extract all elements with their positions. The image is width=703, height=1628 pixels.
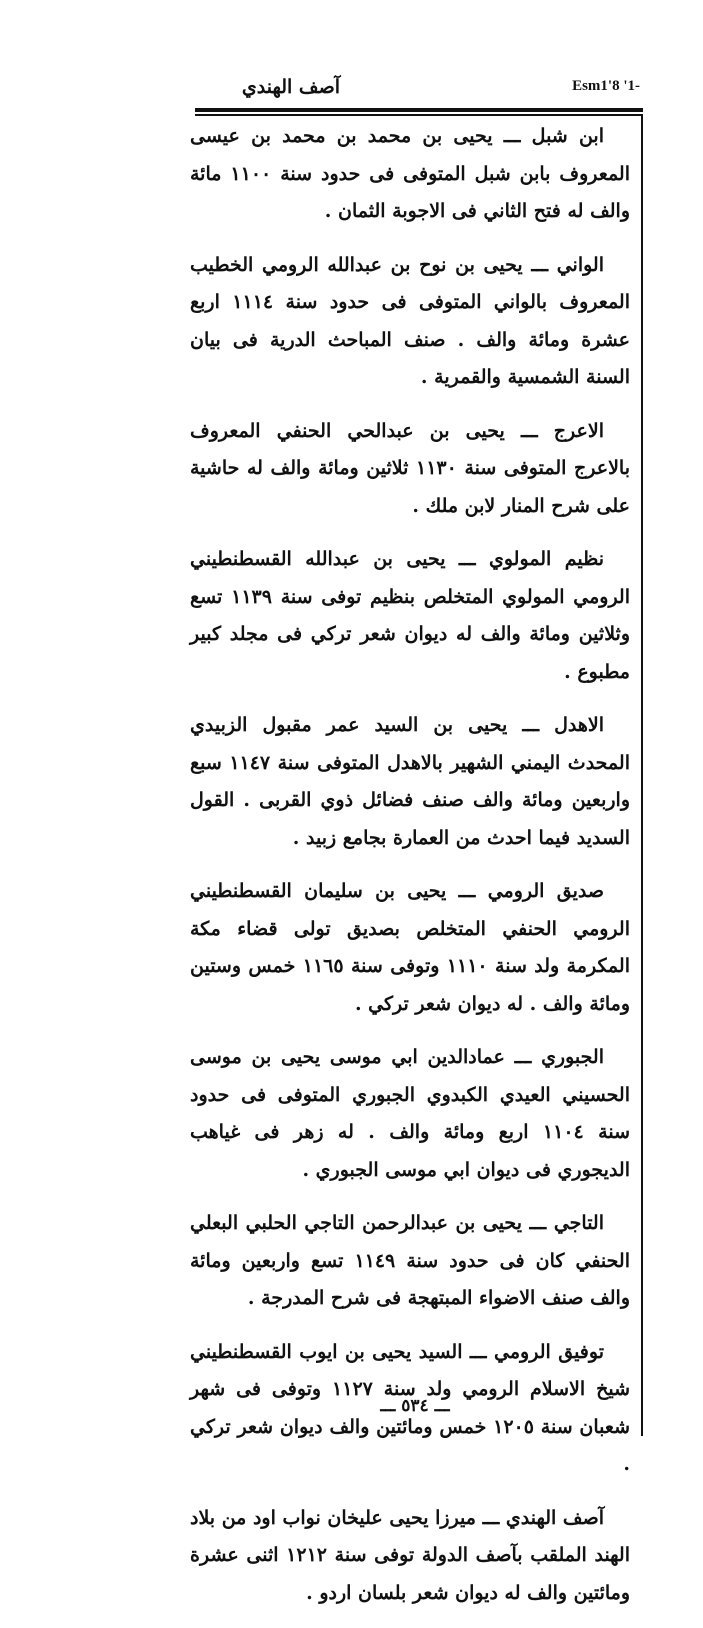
margin-rule — [641, 116, 643, 1436]
page-number: ـــ ٥٣٤ ـــ — [380, 1396, 450, 1416]
entry-nazim-al-mawlawi — [190, 541, 630, 691]
entry-text: توفيق الرومي ـــ السيد يحيى بن ايوب القسطنطيني شيخ الاسلام الرومي ولد سنة ١١٢٧ وتوفى فى شهر شعبان سنة ١٢٠٥ خمس ومائتين والف ديوان شعر تركي . — [190, 1340, 630, 1475]
running-head-code: Esm1'8 '1- — [572, 78, 640, 94]
entry-text: الواني ـــ يحيى بن نوح بن عبدالله الرومي الخطيب المعروف بالواني المتوفى فى حدود سنة ١١١٤ اربع عشرة ومائة والف . صنف المباحث الدرية فى بيان السنة الشمسية والقمرية . — [190, 253, 630, 388]
running-head-title: آصف الهندي — [241, 76, 340, 98]
entry-text: التاجي ـــ يحيى بن عبدالرحمن التاجي الحلبي البعلي الحنفي كان فى حدود سنة ١١٤٩ تسع واربعين ومائة والف صنف الاضواء المبتهجة فى شرح المدرجة . — [190, 1212, 630, 1309]
header-rule-thin — [195, 114, 643, 116]
entry-al-aaraj — [190, 413, 630, 526]
entry-asaf-al-hindi — [190, 1500, 630, 1613]
entry-text: الجبوري ـــ عمادالدين ابي موسى يحيى بن موسى الحسيني العيدي الكبدوي الجبوري المتوفى فى حدود سنة ١١٠٤ اربع ومائة والف . له زهر فى غياهب الديجوري فى ديوان ابي موسى الجبوري . — [190, 1046, 630, 1181]
entry-al-jaburi — [190, 1039, 630, 1189]
entry-al-taji — [190, 1205, 630, 1318]
entry-text: ابن شبل ـــ يحيى بن محمد بن محمد بن عيسى المعروف بابن شبل المتوفى فى حدود سنة ١١٠٠ مائة والف له فتح الثاني فى الاجوبة الثمان . — [190, 125, 630, 222]
entry-text: آصف الهندي ـــ ميرزا يحيى عليخان نواب اود من بلاد الهند الملقب بآصف الدولة توفى سنة ١٢١٢ اثنى عشرة ومائتين والف له ديوان شعر بلسان اردو . — [190, 1506, 630, 1604]
entry-text: الاهدل ـــ يحيى بن السيد عمر مقبول الزبيدي المحدث اليمني الشهير بالاهدل المتوفى سنة ١١٤٧ سبع واربعين ومائة والف صنف فضائل ذوي القربى . القول السديد فيما احدث من العمارة بجامع زبيد . — [190, 714, 630, 849]
entry-ibn-shibl — [190, 118, 630, 231]
entry-siddiq-al-rumi — [190, 873, 630, 1023]
running-header — [195, 76, 640, 104]
entry-al-wani — [190, 247, 630, 397]
entry-text: الاعرج ـــ يحيى بن عبدالحي الحنفي المعروف بالاعرج المتوفى سنة ١١٣٠ ثلاثين ومائة والف له حاشية على شرح المنار لابن ملك . — [190, 419, 631, 517]
entry-text: صديق الرومي ـــ يحيى بن سليمان القسطنطيني الرومي الحنفي المتخلص بصديق تولى قضاء مكة المكرمة ولد سنة ١١١٠ وتوفى سنة ١١٦٥ خمس وستين ومائة والف . له ديوان شعر تركي . — [190, 880, 630, 1015]
entry-text: نظيم المولوي ـــ يحيى بن عبدالله القسطنطيني الرومي المولوي المتخلص بنظيم توفى سنة ١١٣٩ تسع وثلاثين ومائة والف له ديوان شعر تركي فى مجلد كبير مطبوع . — [190, 548, 630, 683]
header-rule-thick — [195, 108, 643, 112]
entry-al-ahdal — [190, 707, 630, 857]
